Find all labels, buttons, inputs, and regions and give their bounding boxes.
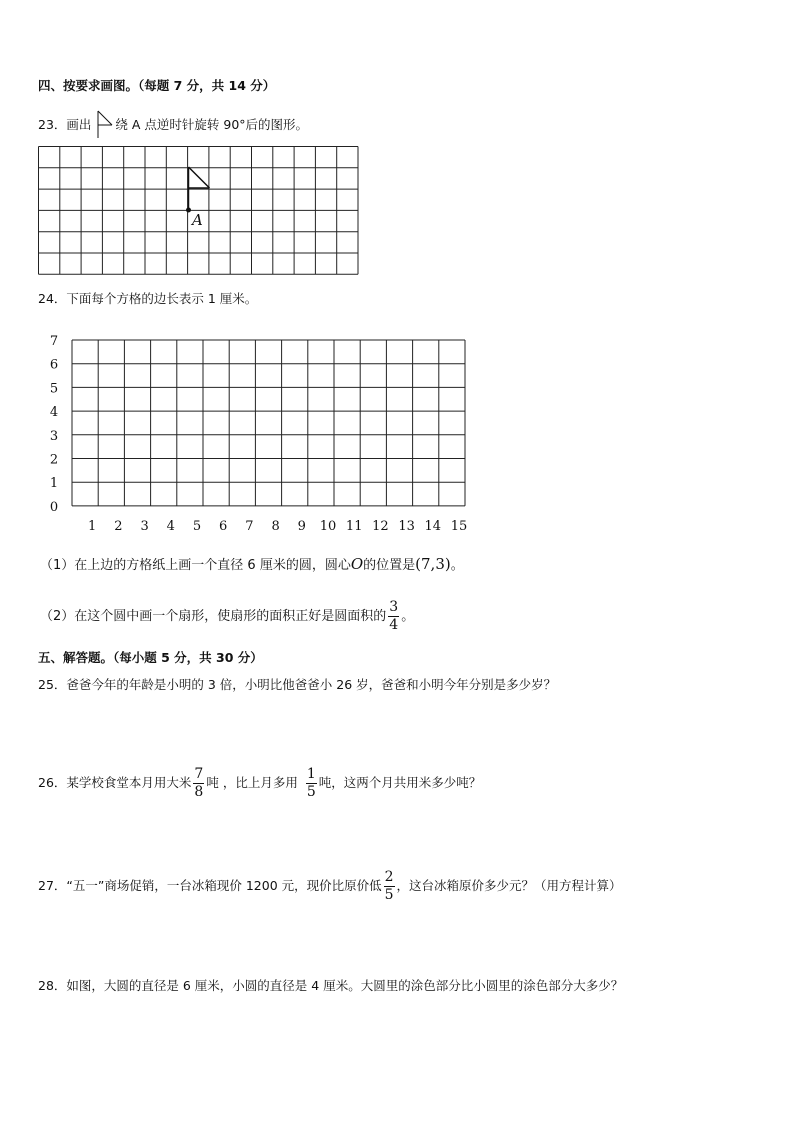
q26-fraction1 [193, 767, 204, 800]
q27-text1: “五一”商场促销，一台冰箱现价 1200 元，现价比原价低 [66, 878, 382, 893]
q24-sub2-frac-num: 3 [389, 599, 399, 615]
q25-number: 25． [38, 677, 67, 692]
x-tick-label: 2 [114, 518, 123, 534]
q25-text [38, 677, 556, 693]
q23-text [38, 109, 308, 139]
x-tick-label: 5 [192, 518, 202, 534]
q27-frac-den: 5 [384, 887, 394, 903]
x-tick-label: 1 [88, 518, 97, 534]
q24-sub1-end: 。 [450, 558, 464, 573]
q26-number: 26． [38, 775, 67, 790]
q26-frac1-den: 8 [194, 784, 204, 800]
q26-text2: 吨 ，比上月多用 [206, 775, 298, 790]
x-tick-label: 14 [424, 518, 442, 534]
q23-text-after: 绕 A 点逆时针旋转 90°后的图形。 [115, 117, 309, 132]
x-tick-label: 15 [450, 518, 468, 534]
q24-sub2-end: 。 [401, 609, 415, 624]
q24-sub2-frac-den: 4 [389, 617, 399, 633]
q24-sub1-var: O [350, 555, 364, 573]
y-tick-label: 2 [49, 452, 59, 468]
x-tick-label: 10 [319, 518, 337, 534]
y-tick-label: 1 [49, 476, 59, 492]
y-tick-label: 6 [49, 357, 59, 373]
q26-text [38, 765, 481, 801]
y-tick-label: 3 [49, 428, 59, 444]
x-tick-label: 7 [245, 518, 254, 534]
q24-sub1 [40, 556, 464, 574]
q23-point-a [186, 208, 191, 213]
q26-frac2-num: 1 [306, 766, 316, 782]
x-tick-label: 11 [345, 518, 363, 534]
q24-text [38, 291, 257, 307]
q23-grid [38, 146, 362, 276]
q27-text [38, 868, 622, 904]
x-tick-label: 8 [271, 518, 280, 534]
q23-flag-hypotenuse [189, 167, 210, 188]
q24-number: 24． [38, 291, 67, 306]
q26-text3: 吨，这两个月共用米多少吨？ [318, 775, 482, 790]
q24-sub2-fraction [388, 600, 399, 633]
q24-coordinate-grid [40, 326, 490, 536]
q27-number: 27． [38, 878, 67, 893]
q28-number: 28． [38, 978, 67, 993]
q26-frac1-num: 7 [194, 766, 204, 782]
q23-point-label: A [192, 211, 203, 229]
y-tick-label: 7 [49, 334, 59, 349]
q24-sub1-text: 在上边的方格纸上画一个直径 6 厘米的圆，圆心 [74, 558, 351, 573]
q27-frac-num: 2 [384, 869, 394, 885]
flag-shape-icon [96, 109, 114, 139]
x-tick-label: 6 [219, 518, 228, 534]
q26-fraction2 [306, 767, 317, 800]
x-tick-label: 4 [166, 518, 175, 534]
q28-text [38, 978, 623, 994]
q23-number: 23． [38, 117, 67, 132]
q24-sub2 [40, 599, 414, 635]
x-tick-label: 12 [372, 518, 389, 534]
y-tick-label: 0 [49, 499, 59, 515]
q28-question: 如图，大圆的直径是 6 厘米，小圆的直径是 4 厘米。大圆里的涂色部分比小圆里的涂色部分大多少？ [66, 978, 624, 993]
q26-frac2-den: 5 [306, 784, 316, 800]
section5-heading: 五、解答题。（每小题 5 分，共 30 分） [38, 650, 263, 665]
q25-question: 爸爸今年的年龄是小明的 3 倍，小明比他爸爸小 26 岁，爸爸和小明今年分别是多少岁？ [66, 677, 557, 692]
x-tick-label: 3 [140, 518, 149, 534]
q23-text-before: 画出 [66, 117, 92, 132]
q24-sub2-text: 在这个圆中画一个扇形，使扇形的面积正好是圆面积的 [74, 609, 387, 624]
q26-text1: 某学校食堂本月用大米 [66, 775, 192, 790]
y-tick-label: 4 [49, 405, 59, 421]
y-tick-label: 5 [49, 381, 59, 397]
q27-text2: ，这台冰箱原价多少元？（用方程计算） [396, 878, 622, 893]
q24-sub1-label: （1） [40, 558, 75, 573]
section4-heading: 四、按要求画图。（每题 7 分，共 14 分） [38, 78, 276, 93]
q24-description: 下面每个方格的边长表示 1 厘米。 [66, 291, 258, 306]
q24-sub1-coord: (7,3) [415, 555, 451, 573]
q24-sub1-text2: 的位置是 [363, 558, 416, 573]
q24-sub2-label: （2） [40, 609, 75, 624]
x-tick-label: 9 [297, 518, 306, 534]
q27-fraction [384, 870, 395, 903]
x-tick-label: 13 [398, 518, 415, 534]
